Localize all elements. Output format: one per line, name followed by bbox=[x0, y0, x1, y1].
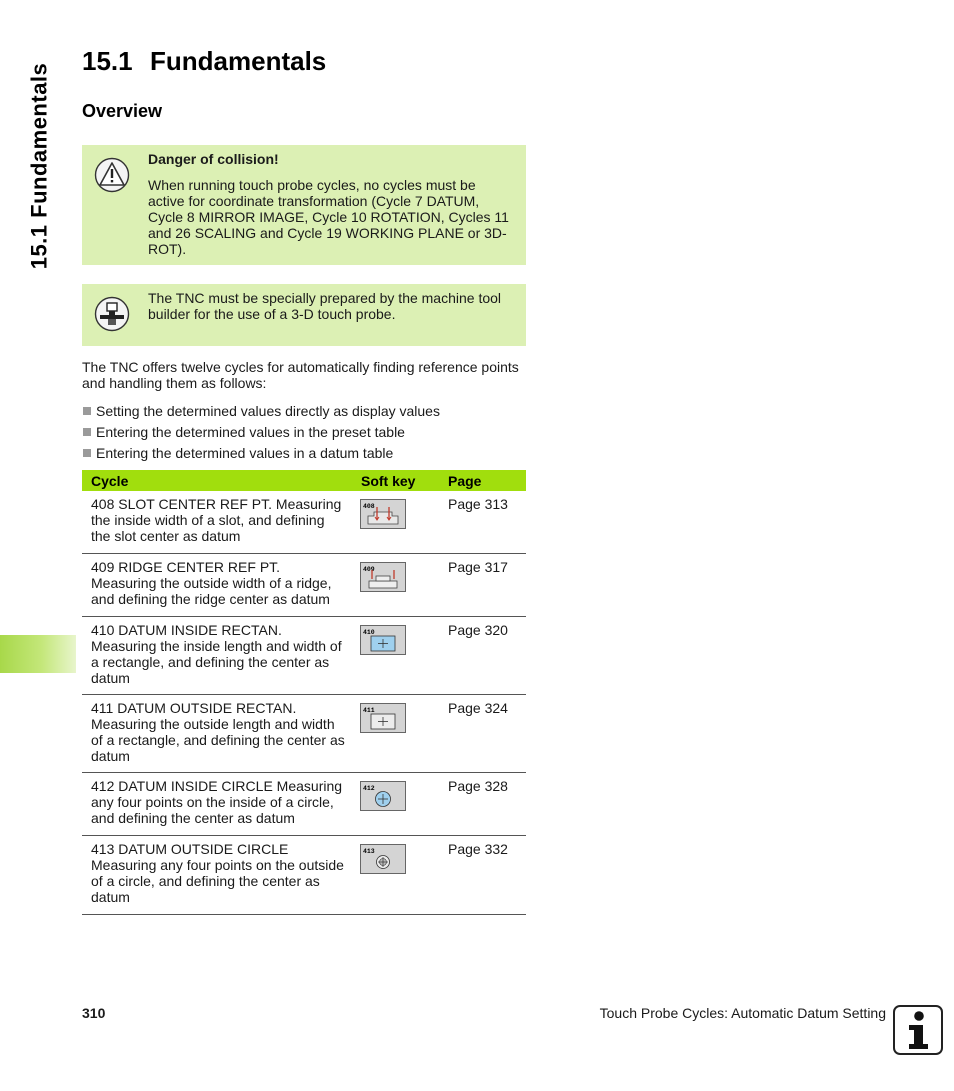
svg-text:410: 410 bbox=[363, 629, 375, 636]
bullet-list bbox=[82, 400, 440, 463]
page-reference: Page 320 bbox=[448, 622, 508, 638]
page-reference: Page 317 bbox=[448, 559, 508, 575]
intro-paragraph: The TNC offers twelve cycles for automatically finding reference points and handling them as follows: bbox=[82, 359, 519, 391]
table-row bbox=[82, 554, 526, 617]
table-row bbox=[82, 773, 526, 836]
machine-tool-note bbox=[82, 284, 526, 346]
table-header bbox=[82, 470, 526, 491]
softkey-411[interactable] bbox=[360, 703, 406, 733]
table-row bbox=[82, 836, 526, 915]
cycle-description: 410 DATUM INSIDE RECTAN. Measuring the inside length and width of a rectangle, and defining the center as datum bbox=[91, 622, 342, 686]
bullet-square-icon bbox=[83, 449, 91, 457]
warning-title: Danger of collision! bbox=[148, 151, 279, 167]
inside-circle-softkey-icon bbox=[360, 781, 406, 811]
svg-text:408: 408 bbox=[363, 503, 375, 510]
page-number: 310 bbox=[82, 1005, 106, 1021]
chapter-tab-marker bbox=[0, 635, 76, 673]
table-row bbox=[82, 617, 526, 695]
side-chapter-title bbox=[22, 46, 56, 286]
cycles-table bbox=[82, 470, 526, 915]
page-title bbox=[82, 46, 326, 77]
page-reference: Page 328 bbox=[448, 778, 508, 794]
side-chapter-title-text: 15.1 Fundamentals bbox=[26, 62, 52, 270]
cycle-description: 413 DATUM OUTSIDE CIRCLE Measuring any four points on the outside of a circle, and defining the center as datum bbox=[91, 841, 344, 905]
bullet-square-icon bbox=[83, 407, 91, 415]
list-item: Setting the determined values directly as display values bbox=[82, 400, 440, 421]
softkey-408[interactable] bbox=[360, 499, 406, 529]
inside-rectangle-softkey-icon bbox=[360, 625, 406, 655]
softkey-412[interactable] bbox=[360, 781, 406, 811]
header-cycle: Cycle bbox=[91, 472, 129, 489]
footer-chapter-title: Touch Probe Cycles: Automatic Datum Setting bbox=[599, 1005, 886, 1021]
cycle-description: 409 RIDGE CENTER REF PT. Measuring the outside width of a ridge, and defining the ridge center as datum bbox=[91, 559, 332, 607]
warning-triangle-icon bbox=[94, 157, 130, 193]
section-number: 15.1 bbox=[82, 46, 133, 76]
machine-tool-icon bbox=[94, 296, 130, 332]
table-row bbox=[82, 695, 526, 773]
subheading-overview: Overview bbox=[82, 101, 163, 121]
warning-text: When running touch probe cycles, no cycles must be active for coordinate transformation (Cycle 7 DATUM, Cycle 8 MIRROR IMAGE, Cycle 10 ROTATION, Cycles 11 and 26 SCALING and Cycle 19 WORKING PLANE or 3D-ROT). bbox=[148, 177, 509, 257]
svg-text:413: 413 bbox=[363, 848, 375, 855]
collision-warning-note bbox=[82, 145, 526, 265]
cycle-description: 408 SLOT CENTER REF PT. Measuring the inside width of a slot, and defining the slot center as datum bbox=[91, 496, 342, 544]
list-item: Entering the determined values in a datum table bbox=[82, 442, 440, 463]
softkey-410[interactable] bbox=[360, 625, 406, 655]
outside-rectangle-softkey-icon bbox=[360, 703, 406, 733]
bullet-square-icon bbox=[83, 428, 91, 436]
softkey-409[interactable] bbox=[360, 562, 406, 592]
svg-text:411: 411 bbox=[363, 707, 375, 714]
svg-text:409: 409 bbox=[363, 566, 375, 573]
page-reference: Page 332 bbox=[448, 841, 508, 857]
cycle-description: 412 DATUM INSIDE CIRCLE Measuring any four points on the inside of a circle, and defining the center as datum bbox=[91, 778, 343, 826]
outside-circle-softkey-icon bbox=[360, 844, 406, 874]
list-item: Entering the determined values in the preset table bbox=[82, 421, 440, 442]
machine-tool-text: The TNC must be specially prepared by the machine tool builder for the use of a 3-D touch probe. bbox=[148, 290, 502, 322]
info-i-glyph-icon bbox=[902, 1010, 934, 1050]
page-reference: Page 324 bbox=[448, 700, 508, 716]
page-reference: Page 313 bbox=[448, 496, 508, 512]
softkey-413[interactable] bbox=[360, 844, 406, 874]
ridge-center-softkey-icon bbox=[360, 562, 406, 592]
cycle-description: 411 DATUM OUTSIDE RECTAN. Measuring the outside length and width of a rectangle, and defining the center as datum bbox=[91, 700, 345, 764]
svg-text:412: 412 bbox=[363, 785, 375, 792]
header-page: Page bbox=[448, 472, 482, 489]
info-icon[interactable] bbox=[893, 1005, 943, 1055]
slot-center-softkey-icon bbox=[360, 499, 406, 529]
table-row bbox=[82, 491, 526, 554]
header-softkey: Soft key bbox=[361, 472, 416, 489]
section-title: Fundamentals bbox=[150, 46, 327, 76]
